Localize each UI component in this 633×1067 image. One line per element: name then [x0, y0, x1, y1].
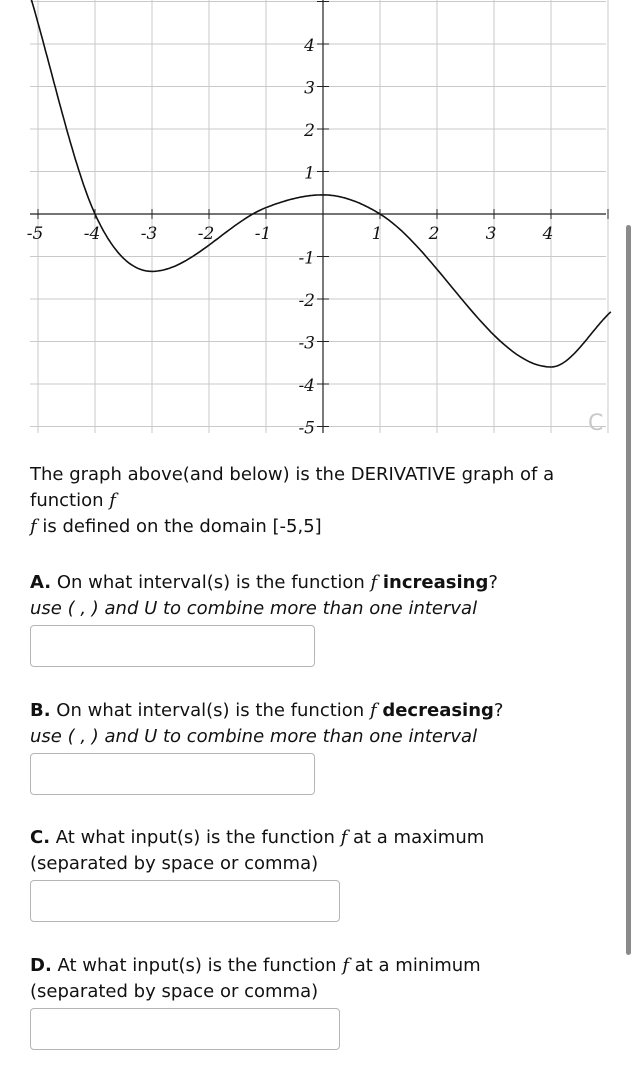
derivative-graph — [0, 0, 633, 445]
y-tick-label: -4 — [298, 376, 315, 396]
reload-icon[interactable]: C — [588, 411, 604, 436]
y-tick-label: -3 — [298, 333, 315, 354]
tick-labels — [27, 36, 554, 439]
derivative-curve — [26, 0, 610, 367]
question-d: D. At what input(s) is the function f at a minimum (separated by space or comma) — [30, 955, 481, 1002]
axes — [30, 0, 608, 433]
x-tick-label: -3 — [140, 224, 158, 244]
y-tick-label: 3 — [304, 78, 315, 99]
grid-lines — [30, 0, 608, 433]
answer-d-input[interactable] — [30, 1008, 340, 1050]
x-tick-label: 3 — [485, 224, 497, 244]
y-tick-label: -2 — [298, 291, 315, 311]
y-tick-label: 4 — [304, 36, 315, 56]
question-b: B. On what interval(s) is the function f decreasing? use ( , ) and U to combine more than one interval — [30, 700, 504, 747]
x-tick-label: 4 — [542, 224, 554, 244]
answer-a-input[interactable] — [30, 625, 315, 667]
question-a: A. On what interval(s) is the function f increasing? use ( , ) and U to combine more than one interval — [30, 572, 498, 619]
y-tick-label: 1 — [304, 163, 315, 184]
y-tick-label: -1 — [298, 248, 315, 269]
x-tick-label: -2 — [197, 224, 215, 244]
graph-description: The graph above(and below) is the DERIVATIVE graph of a function f f is defined on the domain [-5,5] — [30, 464, 555, 537]
series-curve — [26, 0, 610, 367]
answer-c-input[interactable] — [30, 880, 340, 922]
x-tick-label: -1 — [254, 224, 272, 244]
y-tick-label: 2 — [304, 121, 315, 141]
x-tick-label: -5 — [26, 224, 44, 244]
y-tick-label: -5 — [298, 418, 315, 439]
x-tick-label: 1 — [371, 224, 383, 244]
x-tick-label: -4 — [83, 224, 101, 244]
x-tick-label: 2 — [428, 224, 440, 244]
answer-b-input[interactable] — [30, 753, 315, 795]
scrollbar[interactable] — [626, 225, 631, 955]
question-c: C. At what input(s) is the function f at a maximum (separated by space or comma) — [30, 827, 485, 874]
